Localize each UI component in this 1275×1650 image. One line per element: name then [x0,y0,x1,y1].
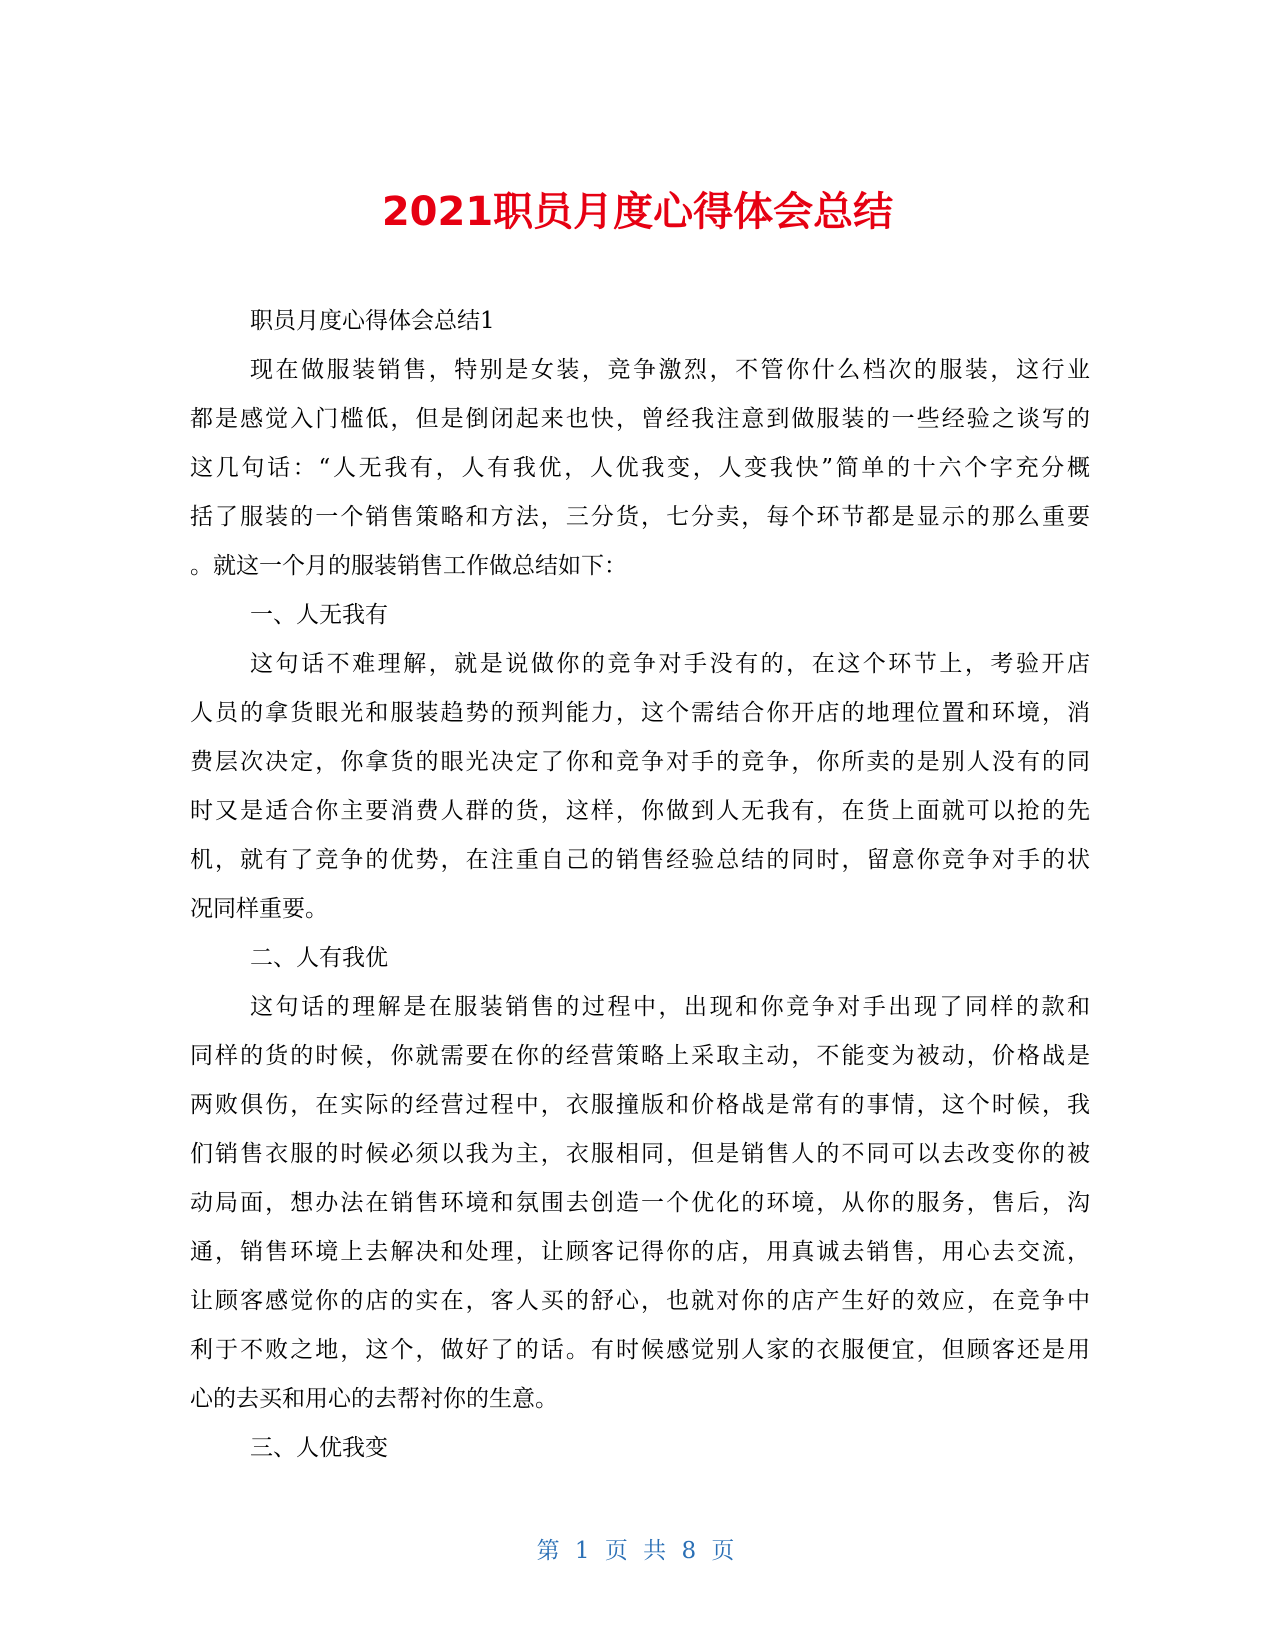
paragraph [190,346,1090,591]
section-heading: 二、人有我优 [250,945,388,971]
paragraph-line: 让顾客感觉你的店的实在，客人买的舒心，也就对你的店产生好的效应，在竞争中 [190,1288,1090,1314]
paragraph [190,640,1090,934]
paragraph-line: 两败俱伤，在实际的经营过程中，衣服撞版和价格战是常有的事情，这个时候，我 [190,1092,1090,1118]
paragraph-line: 现在做服装销售，特别是女装，竞争激烈，不管你什么档次的服装，这行业 [250,357,1090,383]
paragraph [190,983,1090,1424]
paragraph-line: 这几句话：“人无我有，人有我优，人优我变，人变我快”简单的十六个字充分概 [190,455,1090,481]
paragraph-line: 机，就有了竞争的优势，在注重自己的销售经验总结的同时，留意你竞争对手的状 [190,847,1090,873]
paragraph-line: 都是感觉入门槛低，但是倒闭起来也快，曾经我注意到做服装的一些经验之谈写的 [190,406,1090,432]
section-heading: 三、人优我变 [250,1435,388,1461]
paragraph-line: 时又是适合你主要消费人群的货，这样，你做到人无我有，在货上面就可以抢的先 [190,798,1090,824]
page-footer: 第 1 页 共 8 页 [536,1538,739,1564]
paragraph-line: 况同样重要。 [190,896,328,922]
paragraph-line: 括了服装的一个销售策略和方法，三分货，七分卖，每个环节都是显示的那么重要 [190,504,1090,530]
paragraph-line: 同样的货的时候，你就需要在你的经营策略上采取主动，不能变为被动，价格战是 [190,1043,1090,1069]
paragraph-line: 利于不败之地，这个，做好了的话。有时候感觉别人家的衣服便宜，但顾客还是用 [190,1337,1090,1363]
document-title: 2021职员月度心得体会总结 [381,188,894,235]
paragraph-line: 费层次决定，你拿货的眼光决定了你和竞争对手的竞争，你所卖的是别人没有的同 [190,749,1090,775]
paragraph-line: 这句话不难理解，就是说做你的竞争对手没有的，在这个环节上，考验开店 [250,651,1090,677]
paragraph-line: 心的去买和用心的去帮衬你的生意。 [190,1386,558,1412]
paragraph-line: 人员的拿货眼光和服装趋势的预判能力，这个需结合你开店的地理位置和环境，消 [190,700,1090,726]
paragraph-line: 。就这一个月的服装销售工作做总结如下： [190,553,627,579]
paragraph-line: 通，销售环境上去解决和处理，让顾客记得你的店，用真诚去销售，用心去交流， [190,1239,1090,1265]
document-body [190,297,1090,1473]
paragraph-line: 们销售衣服的时候必须以我为主，衣服相同，但是销售人的不同可以去改变你的被 [190,1141,1090,1167]
paragraph-line: 这句话的理解是在服装销售的过程中，出现和你竞争对手出现了同样的款和 [250,994,1090,1020]
section-heading: 一、人无我有 [250,602,388,628]
section-heading: 职员月度心得体会总结1 [250,308,495,334]
paragraph-line: 动局面，想办法在销售环境和氛围去创造一个优化的环境，从你的服务，售后，沟 [190,1190,1090,1216]
